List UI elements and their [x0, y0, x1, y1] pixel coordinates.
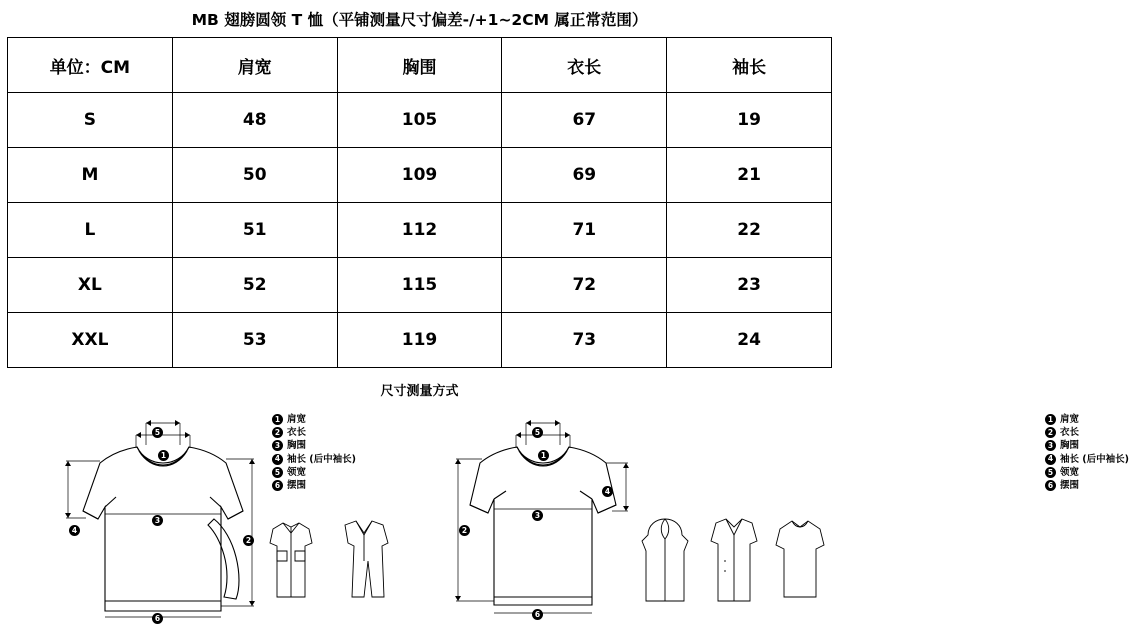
row-length-value: 71	[502, 203, 667, 258]
legend-item	[1045, 466, 1129, 479]
legend-label: 衣长	[1060, 427, 1080, 439]
legend-bullet: 1	[1045, 414, 1056, 425]
legend-label: 摆围	[287, 479, 307, 491]
callout-bullet: 2	[459, 525, 470, 536]
callout-bullet: 5	[152, 427, 163, 438]
callout-bullet: 4	[602, 486, 613, 497]
legend-label: 领宽	[1060, 466, 1080, 478]
row-shoulder-value: 48	[172, 93, 337, 148]
callout-bullet: 6	[152, 613, 163, 624]
callout-4	[602, 479, 617, 498]
legend-bullet: 4	[272, 454, 283, 465]
legend-item	[272, 453, 356, 466]
row-size-label: L	[8, 203, 173, 258]
row-length-value: 72	[502, 258, 667, 313]
callout-3	[532, 503, 547, 522]
legend-bullet: 4	[1045, 454, 1056, 465]
legend-item	[272, 439, 356, 452]
table-row	[8, 203, 832, 258]
row-sleeve-value: 23	[667, 258, 832, 313]
row-shoulder-value: 53	[172, 313, 337, 368]
long-sleeve-illustration	[0, 401, 419, 626]
row-chest-value: 109	[337, 148, 502, 203]
legend-item	[1045, 453, 1129, 466]
legend-bullet: 3	[1045, 440, 1056, 451]
short-sleeve-illustration	[420, 401, 839, 626]
callout-2	[459, 518, 474, 537]
row-size-label: XXL	[8, 313, 173, 368]
legend-left	[272, 413, 356, 492]
row-size-label: S	[8, 93, 173, 148]
legend-bullet: 2	[1045, 427, 1056, 438]
row-sleeve-value: 24	[667, 313, 832, 368]
callout-bullet: 1	[538, 450, 549, 461]
legend-item	[1045, 479, 1129, 492]
legend-item	[1045, 426, 1129, 439]
legend-bullet: 5	[272, 467, 283, 478]
legend-label: 袖长 (后中袖长)	[287, 453, 356, 465]
row-length-value: 67	[502, 93, 667, 148]
row-size-label: XL	[8, 258, 173, 313]
table-header-unit: 单位：CM	[8, 38, 173, 93]
callout-1	[158, 443, 173, 462]
legend-bullet: 3	[272, 440, 283, 451]
row-length-value: 73	[502, 313, 667, 368]
row-chest-value: 115	[337, 258, 502, 313]
callout-bullet: 1	[158, 450, 169, 461]
legend-item	[272, 413, 356, 426]
callout-3	[152, 508, 167, 527]
measurement-diagrams	[0, 401, 1129, 626]
legend-label: 肩宽	[287, 414, 307, 425]
legend-bullet: 2	[272, 427, 283, 438]
callout-5	[532, 420, 547, 439]
callout-bullet: 4	[69, 525, 80, 536]
legend-item	[272, 466, 356, 479]
diagram-long-sleeve	[0, 401, 419, 626]
row-length-value: 69	[502, 148, 667, 203]
callout-bullet: 3	[532, 510, 543, 521]
table-header-length: 衣长	[502, 38, 667, 93]
row-shoulder-value: 50	[172, 148, 337, 203]
legend-label: 摆围	[1060, 479, 1080, 491]
legend-bullet: 1	[272, 414, 283, 425]
table-header-row	[8, 38, 832, 93]
row-size-label: M	[8, 148, 173, 203]
callout-bullet: 6	[532, 609, 543, 620]
row-sleeve-value: 22	[667, 203, 832, 258]
legend-label: 胸围	[287, 440, 307, 452]
legend-item	[1045, 413, 1129, 426]
legend-label: 领宽	[287, 466, 307, 478]
callout-1	[538, 443, 553, 462]
legend-bullet: 6	[272, 480, 283, 491]
legend-label: 衣长	[287, 427, 307, 439]
size-table	[7, 37, 832, 368]
legend-item	[1045, 439, 1129, 452]
measure-section-title: 尺寸测量方式	[380, 384, 459, 399]
table-header-sleeve: 袖长	[667, 38, 832, 93]
table-row	[8, 93, 832, 148]
legend-label: 袖长 (后中袖长)	[1060, 453, 1129, 465]
row-chest-value: 112	[337, 203, 502, 258]
callout-6	[532, 602, 547, 621]
legend-label: 胸围	[1060, 440, 1080, 452]
table-header-chest: 胸围	[337, 38, 502, 93]
legend-item	[272, 479, 356, 492]
row-chest-value: 105	[337, 93, 502, 148]
row-shoulder-value: 52	[172, 258, 337, 313]
row-chest-value: 119	[337, 313, 502, 368]
legend-bullet: 6	[1045, 480, 1056, 491]
legend-bullet: 5	[1045, 467, 1056, 478]
callout-bullet: 5	[532, 427, 543, 438]
callout-2	[243, 528, 258, 547]
callout-bullet: 2	[243, 535, 254, 546]
table-row	[8, 148, 832, 203]
legend-item	[272, 426, 356, 439]
row-sleeve-value: 19	[667, 93, 832, 148]
callout-4	[69, 518, 84, 537]
table-row	[8, 258, 832, 313]
row-shoulder-value: 51	[172, 203, 337, 258]
row-sleeve-value: 21	[667, 148, 832, 203]
callout-bullet: 3	[152, 515, 163, 526]
diagram-short-sleeve	[420, 401, 1129, 626]
callout-6	[152, 606, 167, 625]
legend-label: 肩宽	[1060, 414, 1080, 425]
callout-5	[152, 420, 167, 439]
table-row	[8, 313, 832, 368]
legend-right	[1045, 413, 1129, 492]
page-title: MB 翅膀圆领 T 恤（平铺测量尺寸偏差-/+1~2CM 属正常范围）	[191, 11, 648, 29]
table-header-shoulder: 肩宽	[172, 38, 337, 93]
